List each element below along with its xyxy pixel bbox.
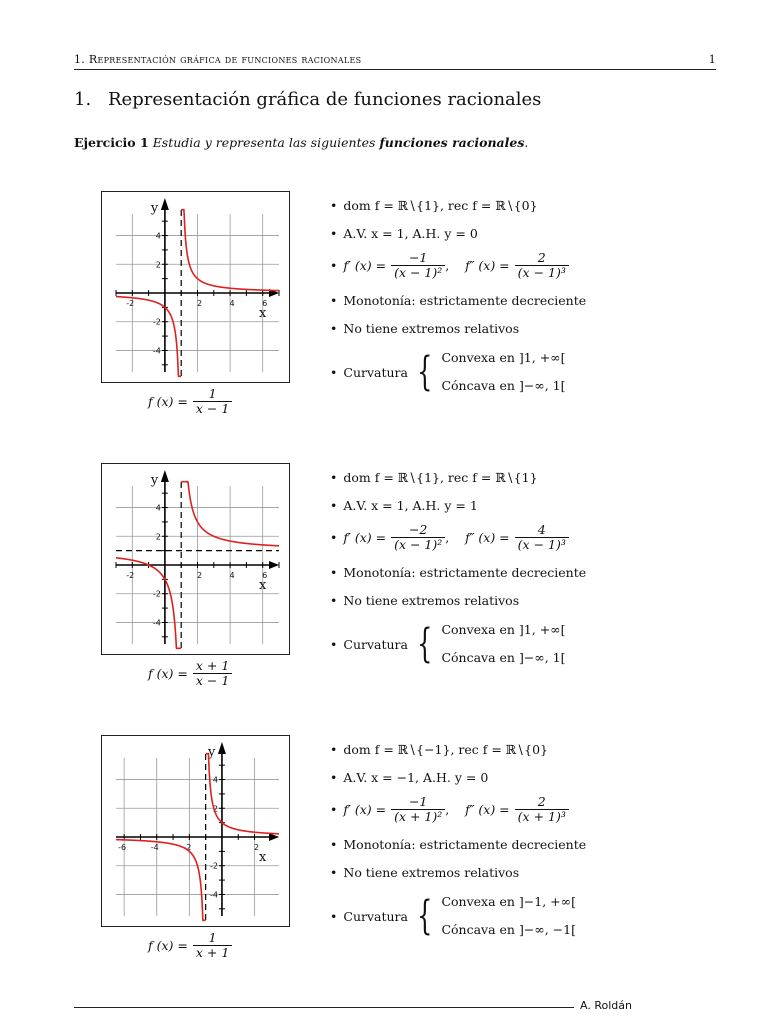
y-tick-label: 4: [212, 775, 218, 785]
y-tick-label: 2: [212, 804, 218, 814]
second-derivative-fraction: [515, 251, 569, 280]
function-fraction: [193, 659, 232, 688]
curvature-intervals: [441, 888, 576, 944]
domain-range: • dom f = ℝ∖{1}, rec f = ℝ∖{0}: [330, 198, 538, 213]
graph-3-svg: [102, 736, 289, 926]
y-axis-label: y: [150, 201, 159, 216]
curvature-label: Curvatura: [343, 364, 408, 380]
second-derivative-fraction-numerator: 2: [537, 250, 546, 265]
second-derivative-lhs: f″ (x) =: [465, 802, 510, 817]
function-fraction: [193, 931, 232, 960]
curvature: • Curvatura { Convexa en ]1, +∞[ Cóncava en ]−∞, 1[: [330, 344, 565, 400]
y-tick-label: -4: [152, 618, 161, 628]
curvature-label: Curvatura: [343, 908, 408, 924]
y-tick-label: 4: [155, 503, 161, 513]
domain-range: • dom f = ℝ∖{−1}, rec f = ℝ∖{0}: [330, 742, 549, 757]
second-derivative-lhs: f″ (x) =: [465, 530, 510, 545]
graph-2-svg: [102, 464, 289, 654]
asymptotes: • A.V. x = −1, A.H. y = 0: [330, 770, 489, 785]
monotony-text: Monotonía: estrictamente decreciente: [343, 565, 587, 580]
asymptotes-text: A.V. x = 1, A.H. y = 1: [343, 498, 478, 513]
first-derivative-fraction: [391, 795, 445, 824]
y-axis-arrow: [218, 742, 226, 754]
monotony: • Monotonía: estrictamente decreciente: [330, 837, 587, 852]
x-axis-label: x: [259, 850, 267, 865]
y-axis-arrow: [161, 470, 169, 482]
first-derivative-fraction-denominator: (x + 1)²: [391, 809, 445, 824]
first-derivative-fraction-numerator: −2: [408, 522, 428, 537]
x-tick-label: 2: [254, 843, 260, 852]
y-axis-arrow: [161, 198, 169, 210]
curvature-intervals: [441, 616, 565, 672]
first-derivative-fraction-denominator: (x − 1)²: [391, 537, 445, 552]
concave-interval: Cóncava en ]−∞, −1[: [441, 922, 576, 937]
exercise-statement: [74, 135, 528, 150]
x-tick-label: 6: [262, 299, 268, 308]
monotony-text: Monotonía: estrictamente decreciente: [343, 837, 587, 852]
y-tick-label: 2: [155, 260, 161, 270]
second-derivative-fraction-denominator: (x − 1)³: [515, 537, 569, 552]
curvature-brace: {: [417, 349, 433, 395]
function-1-formula: [148, 387, 232, 416]
extrema: • No tiene extremos relativos: [330, 865, 520, 880]
monotony: • Monotonía: estrictamente decreciente: [330, 293, 587, 308]
x-tick-label: -2: [126, 299, 135, 308]
y-tick-label: -2: [152, 317, 161, 327]
section-title: [74, 89, 541, 110]
y-tick-label: 2: [155, 532, 161, 542]
function-fraction-numerator: x + 1: [195, 658, 230, 673]
second-derivative-fraction-denominator: (x + 1)³: [515, 809, 569, 824]
asymptotes-text: A.V. x = 1, A.H. y = 0: [343, 226, 478, 241]
header-rule: [74, 69, 716, 70]
function-lhs: f (x) =: [148, 938, 188, 953]
first-derivative-lhs: f′ (x) =: [343, 258, 387, 273]
first-derivative-lhs: f′ (x) =: [343, 530, 387, 545]
curvature: • Curvatura { Convexa en ]−1, +∞[ Cóncava en ]−∞, −1[: [330, 888, 576, 944]
monotony-text: Monotonía: estrictamente decreciente: [343, 293, 587, 308]
convex-interval: Convexa en ]1, +∞[: [441, 350, 566, 365]
y-tick-label: 4: [155, 231, 161, 241]
curvature-brace: {: [417, 893, 433, 939]
first-derivative-fraction: [391, 251, 445, 280]
curve-left-branch: [116, 840, 206, 921]
extrema-text: No tiene extremos relativos: [343, 865, 520, 880]
first-derivative-fraction: [391, 523, 445, 552]
x-axis-label: x: [259, 306, 267, 321]
x-tick-label: 6: [262, 571, 268, 580]
graph-1: [101, 191, 290, 383]
footer-rule: [74, 1007, 574, 1008]
derivatives: • f′ (x) = $\frac{-2}{\text{(x − 1)²}}$ , f″ (x) = $\frac{4}{\text{(x − 1)³}}$: [330, 523, 569, 552]
y-axis-label: y: [150, 473, 159, 488]
exercise-end: .: [524, 135, 529, 150]
domain-text: dom f = ℝ∖{−1}, rec f = ℝ∖{0}: [343, 742, 549, 757]
graph-2: [101, 463, 290, 655]
domain-range: • dom f = ℝ∖{1}, rec f = ℝ∖{1}: [330, 470, 538, 485]
exercise-label: Ejercicio 1: [74, 135, 149, 150]
first-derivative-fraction-numerator: −1: [408, 250, 428, 265]
y-tick-label: -2: [209, 861, 218, 871]
extrema: • No tiene extremos relativos: [330, 593, 520, 608]
curvature-intervals: [441, 344, 565, 400]
extrema-text: No tiene extremos relativos: [343, 593, 520, 608]
footer-author: A. Roldán: [580, 999, 632, 1012]
running-title: 1. Representación gráfica de funciones racionales: [74, 53, 362, 66]
second-derivative-lhs: f″ (x) =: [465, 258, 510, 273]
y-tick-label: -4: [209, 890, 218, 900]
derivatives: • f′ (x) = $\frac{-1}{\text{(x − 1)²}}$ , f″ (x) = $\frac{2}{\text{(x − 1)³}}$: [330, 251, 569, 280]
function-fraction-denominator: x − 1: [193, 673, 232, 688]
convex-interval: Convexa en ]−1, +∞[: [441, 894, 576, 909]
concave-interval: Cóncava en ]−∞, 1[: [441, 378, 566, 393]
second-derivative-fraction: [515, 523, 569, 552]
second-derivative-fraction-numerator: 2: [537, 794, 546, 809]
x-tick-label: -6: [118, 843, 127, 852]
function-2-formula: [148, 659, 232, 688]
function-3-formula: [148, 931, 232, 960]
x-axis-arrow: [269, 561, 279, 569]
curve-left-branch: [116, 297, 181, 377]
first-derivative-lhs: f′ (x) =: [343, 802, 387, 817]
running-header: [74, 53, 716, 66]
first-derivative-fraction-numerator: −1: [408, 794, 428, 809]
y-tick-label: -2: [152, 589, 161, 599]
y-tick-label: -4: [152, 346, 161, 356]
asymptotes: • A.V. x = 1, A.H. y = 0: [330, 226, 478, 241]
second-derivative-fraction: [515, 795, 569, 824]
x-tick-label: 4: [229, 571, 235, 580]
x-tick-label: 2: [196, 571, 203, 580]
curve-right-branch: [206, 754, 279, 834]
function-fraction-denominator: x − 1: [193, 401, 232, 416]
x-tick-label: -2: [183, 843, 192, 852]
curvature-label: Curvatura: [343, 636, 408, 652]
section-title-text: Representación gráfica de funciones racionales: [108, 89, 542, 110]
function-fraction-denominator: x + 1: [193, 945, 232, 960]
function-lhs: f (x) =: [148, 666, 188, 681]
exercise-text: Estudia y representa las siguientes: [152, 135, 376, 150]
second-derivative-fraction-denominator: (x − 1)³: [515, 265, 569, 280]
page-number: 1: [708, 53, 716, 66]
extrema: • No tiene extremos relativos: [330, 321, 520, 336]
asymptotes-text: A.V. x = −1, A.H. y = 0: [343, 770, 489, 785]
function-lhs: f (x) =: [148, 394, 188, 409]
function-fraction-numerator: 1: [208, 386, 217, 401]
convex-interval: Convexa en ]1, +∞[: [441, 622, 566, 637]
x-tick-label: -2: [126, 571, 135, 580]
x-tick-label: -4: [150, 843, 159, 852]
curvature: • Curvatura { Convexa en ]1, +∞[ Cóncava en ]−∞, 1[: [330, 616, 565, 672]
function-fraction-numerator: 1: [208, 930, 217, 945]
x-axis-label: x: [259, 578, 267, 593]
graph-3: [101, 735, 290, 927]
extrema-text: No tiene extremos relativos: [343, 321, 520, 336]
monotony: • Monotonía: estrictamente decreciente: [330, 565, 587, 580]
concave-interval: Cóncava en ]−∞, 1[: [441, 650, 566, 665]
x-tick-label: 4: [229, 299, 235, 308]
asymptotes: • A.V. x = 1, A.H. y = 1: [330, 498, 478, 513]
function-fraction: [193, 387, 232, 416]
x-tick-label: 2: [196, 299, 203, 308]
graph-1-svg: [102, 192, 289, 382]
section-number: 1.: [74, 89, 92, 110]
domain-text: dom f = ℝ∖{1}, rec f = ℝ∖{1}: [343, 470, 538, 485]
second-derivative-fraction-numerator: 4: [537, 522, 546, 537]
curvature-brace: {: [417, 621, 433, 667]
exercise-emphasis: funciones racionales: [379, 135, 525, 150]
derivatives: • f′ (x) = $\frac{-1}{\text{(x + 1)²}}$ , f″ (x) = $\frac{2}{\text{(x + 1)³}}$: [330, 795, 569, 824]
domain-text: dom f = ℝ∖{1}, rec f = ℝ∖{0}: [343, 198, 538, 213]
y-axis-label: y: [207, 745, 216, 760]
first-derivative-fraction-denominator: (x − 1)²: [391, 265, 445, 280]
